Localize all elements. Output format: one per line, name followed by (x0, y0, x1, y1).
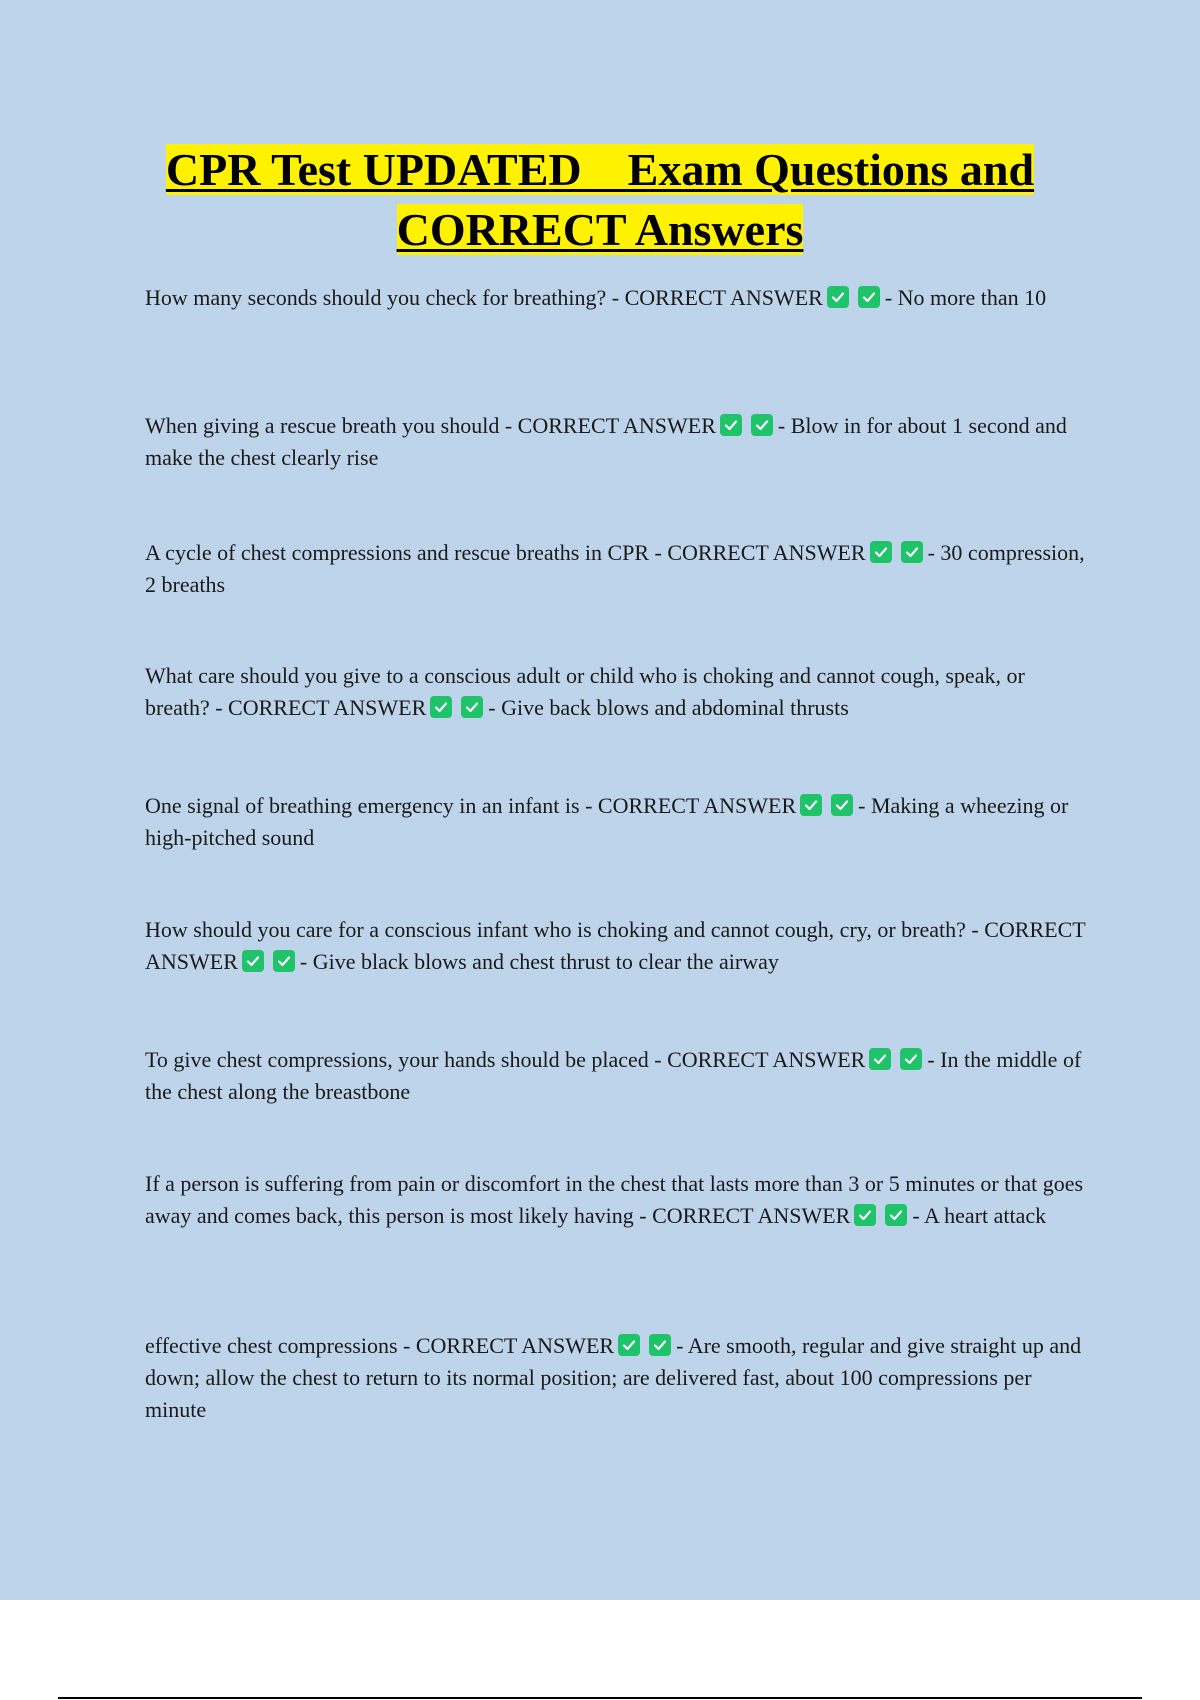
question-text: effective chest compressions (145, 1333, 398, 1358)
check-mark-icon (900, 1048, 922, 1070)
answer-marker: - CORRECT ANSWER (585, 793, 797, 818)
answer-marker: - CORRECT ANSWER (639, 1203, 851, 1228)
title-line-2: CORRECT Answers (396, 204, 804, 255)
answer-text: - No more than 10 (884, 285, 1047, 310)
question-text: How many seconds should you check for breathing? (145, 285, 607, 310)
qa-item (145, 660, 1090, 724)
answer-text: - Blow in for about 1 second and make the chest clearly rise (145, 413, 1067, 470)
answer-marker: - CORRECT ANSWER (654, 540, 866, 565)
footer-divider (58, 1697, 1142, 1699)
question-text: What care should you give to a conscious adult or child who is choking and cannot cough, speak, or breath? (145, 663, 1025, 720)
question-text: How should you care for a conscious infant who is choking and cannot cough, cry, or breath? (145, 917, 966, 942)
check-mark-icon (901, 541, 923, 563)
answer-text: - Making a wheezing or high-pitched sound (145, 793, 1069, 850)
answer-marker: - CORRECT ANSWER (504, 413, 716, 438)
qa-item (145, 1330, 1090, 1426)
answer-text: - 30 compression, 2 breaths (145, 540, 1085, 597)
check-mark-icon (461, 696, 483, 718)
document-title (0, 140, 1200, 260)
qa-item (145, 410, 1090, 474)
answer-marker: - CORRECT ANSWER (611, 285, 823, 310)
question-text: To give chest compressions, your hands should be placed (145, 1047, 649, 1072)
qa-item (145, 1044, 1090, 1108)
check-mark-icon (831, 794, 853, 816)
check-mark-icon (649, 1334, 671, 1356)
answer-text: - Are smooth, regular and give straight up and down; allow the chest to return to its normal position; are delivered fast, about 100 compressions per minute (145, 1333, 1082, 1422)
question-text: A cycle of chest compressions and rescue breaths in CPR (145, 540, 650, 565)
question-text: When giving a rescue breath you should (145, 413, 500, 438)
check-mark-icon (720, 414, 742, 436)
title-line-1: CPR Test UPDATED Exam Questions and (165, 144, 1035, 195)
answer-text: - Give black blows and chest thrust to clear the airway (299, 949, 779, 974)
check-mark-icon (800, 794, 822, 816)
answer-marker: - CORRECT ANSWER (403, 1333, 615, 1358)
question-text: If a person is suffering from pain or discomfort in the chest that lasts more than 3 or 5 minutes or that goes away and comes back, this person is most likely having (145, 1171, 1084, 1228)
check-mark-icon (870, 541, 892, 563)
answer-marker: - CORRECT ANSWER (145, 917, 1086, 974)
check-mark-icon (827, 286, 849, 308)
qa-item (145, 1168, 1090, 1232)
answer-marker: - CORRECT ANSWER (654, 1047, 866, 1072)
answer-text: - Give back blows and abdominal thrusts (488, 695, 849, 720)
qa-item (145, 790, 1090, 854)
check-mark-icon (751, 414, 773, 436)
question-text: One signal of breathing emergency in an infant is (145, 793, 580, 818)
answer-text: - In the middle of the chest along the breastbone (145, 1047, 1082, 1104)
answer-text: - A heart attack (912, 1203, 1047, 1228)
check-mark-icon (273, 950, 295, 972)
check-mark-icon (854, 1204, 876, 1226)
check-mark-icon (618, 1334, 640, 1356)
check-mark-icon (885, 1204, 907, 1226)
check-mark-icon (242, 950, 264, 972)
answer-marker: - CORRECT ANSWER (215, 695, 427, 720)
check-mark-icon (858, 286, 880, 308)
check-mark-icon (430, 696, 452, 718)
qa-item (145, 537, 1090, 601)
check-mark-icon (869, 1048, 891, 1070)
qa-item (145, 282, 1090, 314)
qa-item (145, 914, 1090, 978)
